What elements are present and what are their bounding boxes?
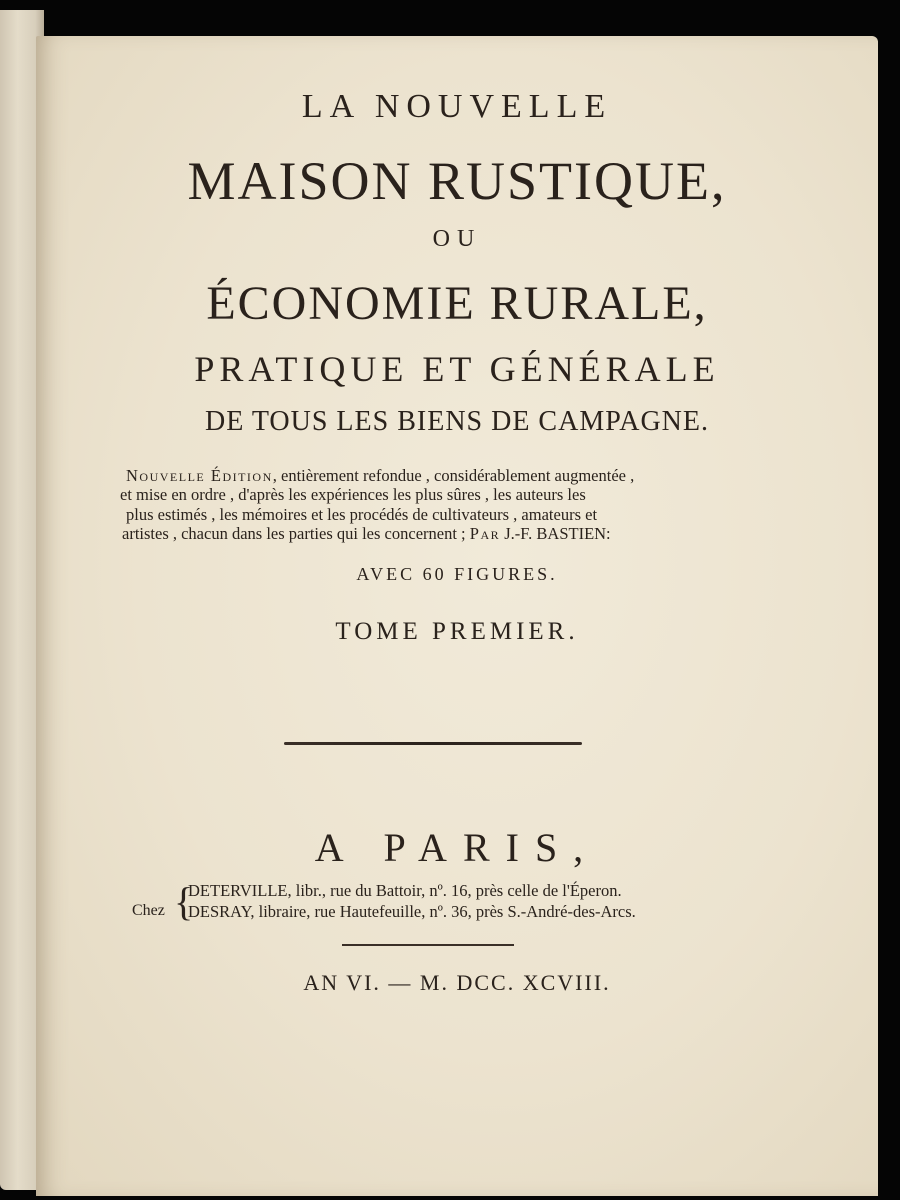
description-line-4-start: artistes , chacun dans les parties qui les concernent ; [122, 524, 466, 543]
author-prefix: Par [469, 524, 501, 543]
imprint-place: A PARIS, [314, 825, 600, 870]
imprint-date: AN VI. — M. DCC. XCVIII. [303, 970, 611, 995]
short-rule [342, 944, 514, 946]
title-line-3: OU [432, 226, 482, 252]
description-line-3: plus estimés , les mémoires et les procédés de cultivateurs , amateurs et [126, 505, 598, 524]
title-page [36, 36, 878, 1196]
title-line-5: PRATIQUE ET GÉNÉRALE [194, 349, 720, 389]
description-line-1 [126, 466, 786, 486]
description-line-1-rest: , entièrement refondue , considérablement augmentée , [272, 466, 635, 485]
publisher-line-2: DESRAY, libraire, rue Hautefeuille, nº. 36, près S.-André-des-Arcs. [188, 902, 636, 921]
edition-label: Nouvelle Édition [126, 466, 273, 485]
description-line-4 [122, 524, 782, 544]
description-line-2: et mise en ordre , d'après les expériences les plus sûres , les auteurs les [120, 485, 586, 504]
title-line-6: DE TOUS LES BIENS DE CAMPAGNE. [205, 406, 709, 437]
volume-label: TOME PREMIER. [335, 618, 579, 645]
title-line-4: ÉCONOMIE RURALE, [206, 277, 708, 330]
figures-note: AVEC 60 FIGURES. [356, 564, 558, 584]
publishers-brace: { [174, 879, 194, 924]
title-line-1: LA NOUVELLE [301, 88, 613, 125]
ornamental-rule [284, 742, 582, 745]
title-line-2: MAISON RUSTIQUE, [187, 151, 727, 211]
author-name: J.-F. BASTIEN: [504, 524, 611, 543]
publishers-chez: Chez [132, 902, 165, 919]
publisher-line-1: DETERVILLE, libr., rue du Battoir, nº. 16, près celle de l'Éperon. [188, 881, 622, 900]
